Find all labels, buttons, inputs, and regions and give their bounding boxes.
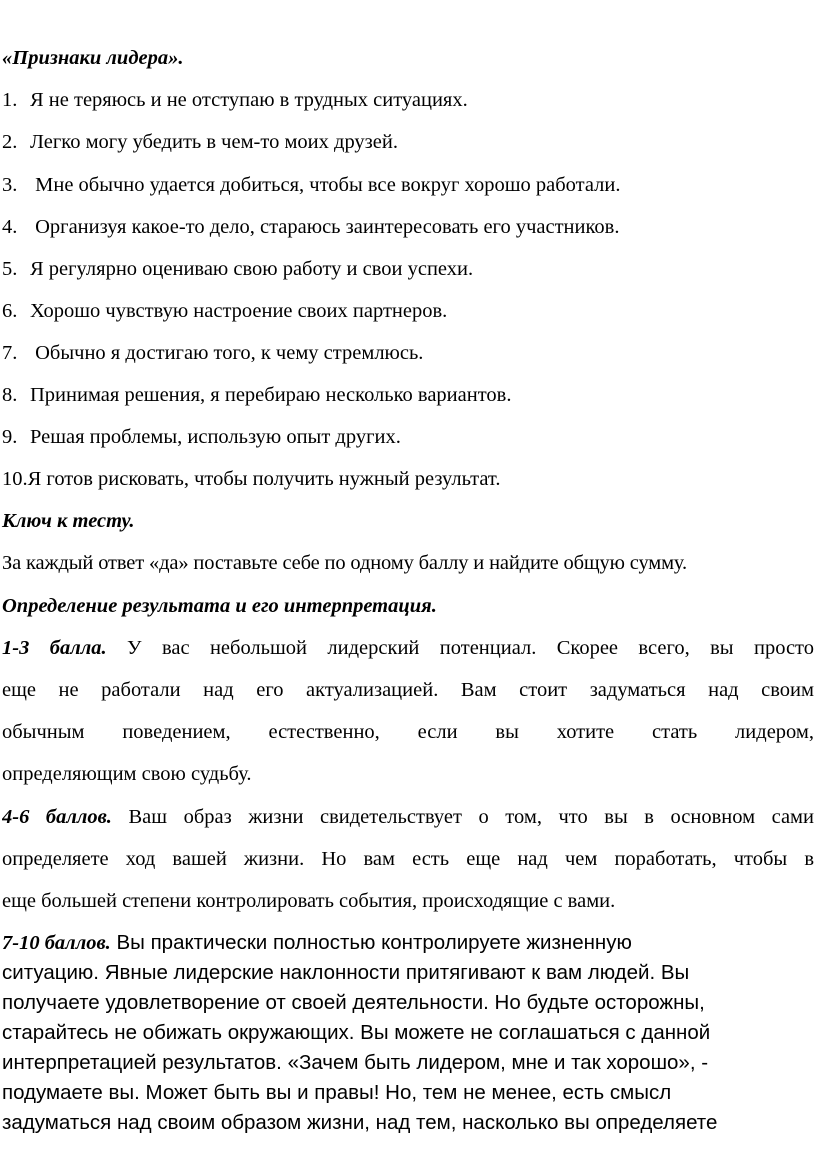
list-item-number: 8. — [2, 384, 18, 406]
list-item — [2, 339, 423, 367]
result-line: задуматься над своим образом жизни, над тем, насколько вы определяете — [2, 1111, 718, 1134]
list-item — [2, 128, 398, 156]
result-line — [2, 803, 814, 831]
list-item-number: 2. — [2, 131, 18, 153]
list-item — [2, 381, 511, 409]
result-line: ситуацию. Явные лидерские наклонности притягивают к вам людей. Вы — [2, 961, 690, 984]
result-line: получаете удовлетворение от своей деятельности. Но будьте осторожны, — [2, 991, 705, 1014]
list-item — [2, 297, 447, 325]
key-heading: Ключ к тесту. — [2, 510, 135, 532]
list-item-number: 5. — [2, 258, 18, 280]
list-item — [2, 465, 500, 493]
list-item-number: 3. — [2, 174, 18, 196]
result-line: интерпретацией результатов. «Зачем быть лидером, мне и так хорошо», - — [2, 1051, 709, 1074]
list-item-number: 9. — [2, 426, 18, 448]
list-item-text: Я регулярно оцениваю свою работу и свои успехи. — [30, 258, 474, 280]
result-line — [2, 929, 632, 957]
list-item-text: Я не теряюсь и не отступаю в трудных ситуациях. — [30, 89, 468, 111]
result-line: еще большей степени контролировать события, происходящие с вами. — [2, 890, 616, 912]
result-label: 7-10 баллов. — [2, 932, 111, 954]
result-line: обычным поведением, естественно, если вы хотите стать лидером, — [2, 721, 814, 743]
list-item-number: 6. — [2, 300, 18, 322]
result-text: Ваш образ жизни свидетельствует о том, что вы в основном сами — [111, 806, 814, 828]
list-item — [2, 171, 620, 199]
list-item-number: 4. — [2, 216, 18, 238]
interpretation-heading: Определение результата и его интерпретация. — [2, 595, 437, 617]
result-label: 4-6 баллов. — [2, 806, 112, 828]
result-line: определяющим свою судьбу. — [2, 763, 252, 785]
list-item — [2, 255, 473, 283]
list-item — [2, 213, 619, 241]
list-item-text: Хорошо чувствую настроение своих партнеров. — [30, 300, 448, 322]
list-item-number: 1. — [2, 89, 18, 111]
result-line: определяете ход вашей жизни. Но вам есть еще над чем поработать, чтобы в — [2, 848, 814, 870]
list-item-text: Обычно я достигаю того, к чему стремлюсь. — [30, 342, 424, 364]
list-item-text: Мне обычно удается добиться, чтобы все вокруг хорошо работали. — [30, 174, 621, 196]
list-item-text: Я готов рисковать, чтобы получить нужный результат. — [27, 468, 501, 490]
key-text: За каждый ответ «да» поставьте себе по одному баллу и найдите общую сумму. — [2, 552, 687, 574]
list-item-text: Решая проблемы, использую опыт других. — [30, 426, 401, 448]
result-line — [2, 634, 814, 662]
result-text: Вы практически полностью контролируете жизненную — [110, 931, 632, 954]
list-item-number: 7. — [2, 342, 18, 364]
document-title: «Признаки лидера». — [2, 47, 184, 69]
list-item-text: Организуя какое-то дело, стараюсь заинтересовать его участников. — [30, 216, 620, 238]
result-line: подумаете вы. Может быть вы и правы! Но, тем не менее, есть смысл — [2, 1081, 672, 1104]
result-label: 1-3 балла. — [2, 637, 107, 659]
list-item-text: Принимая решения, я перебираю несколько вариантов. — [30, 384, 512, 406]
list-item — [2, 423, 401, 451]
result-text: У вас небольшой лидерский потенциал. Скорее всего, вы просто — [106, 637, 814, 659]
list-item-number: 10. — [2, 468, 28, 490]
result-line: старайтесь не обижать окружающих. Вы можете не соглашаться с данной — [2, 1021, 711, 1044]
list-item-text: Легко могу убедить в чем-то моих друзей. — [30, 131, 398, 153]
list-item — [2, 86, 468, 114]
result-line: еще не работали над его актуализацией. Вам стоит задуматься над своим — [2, 679, 814, 701]
